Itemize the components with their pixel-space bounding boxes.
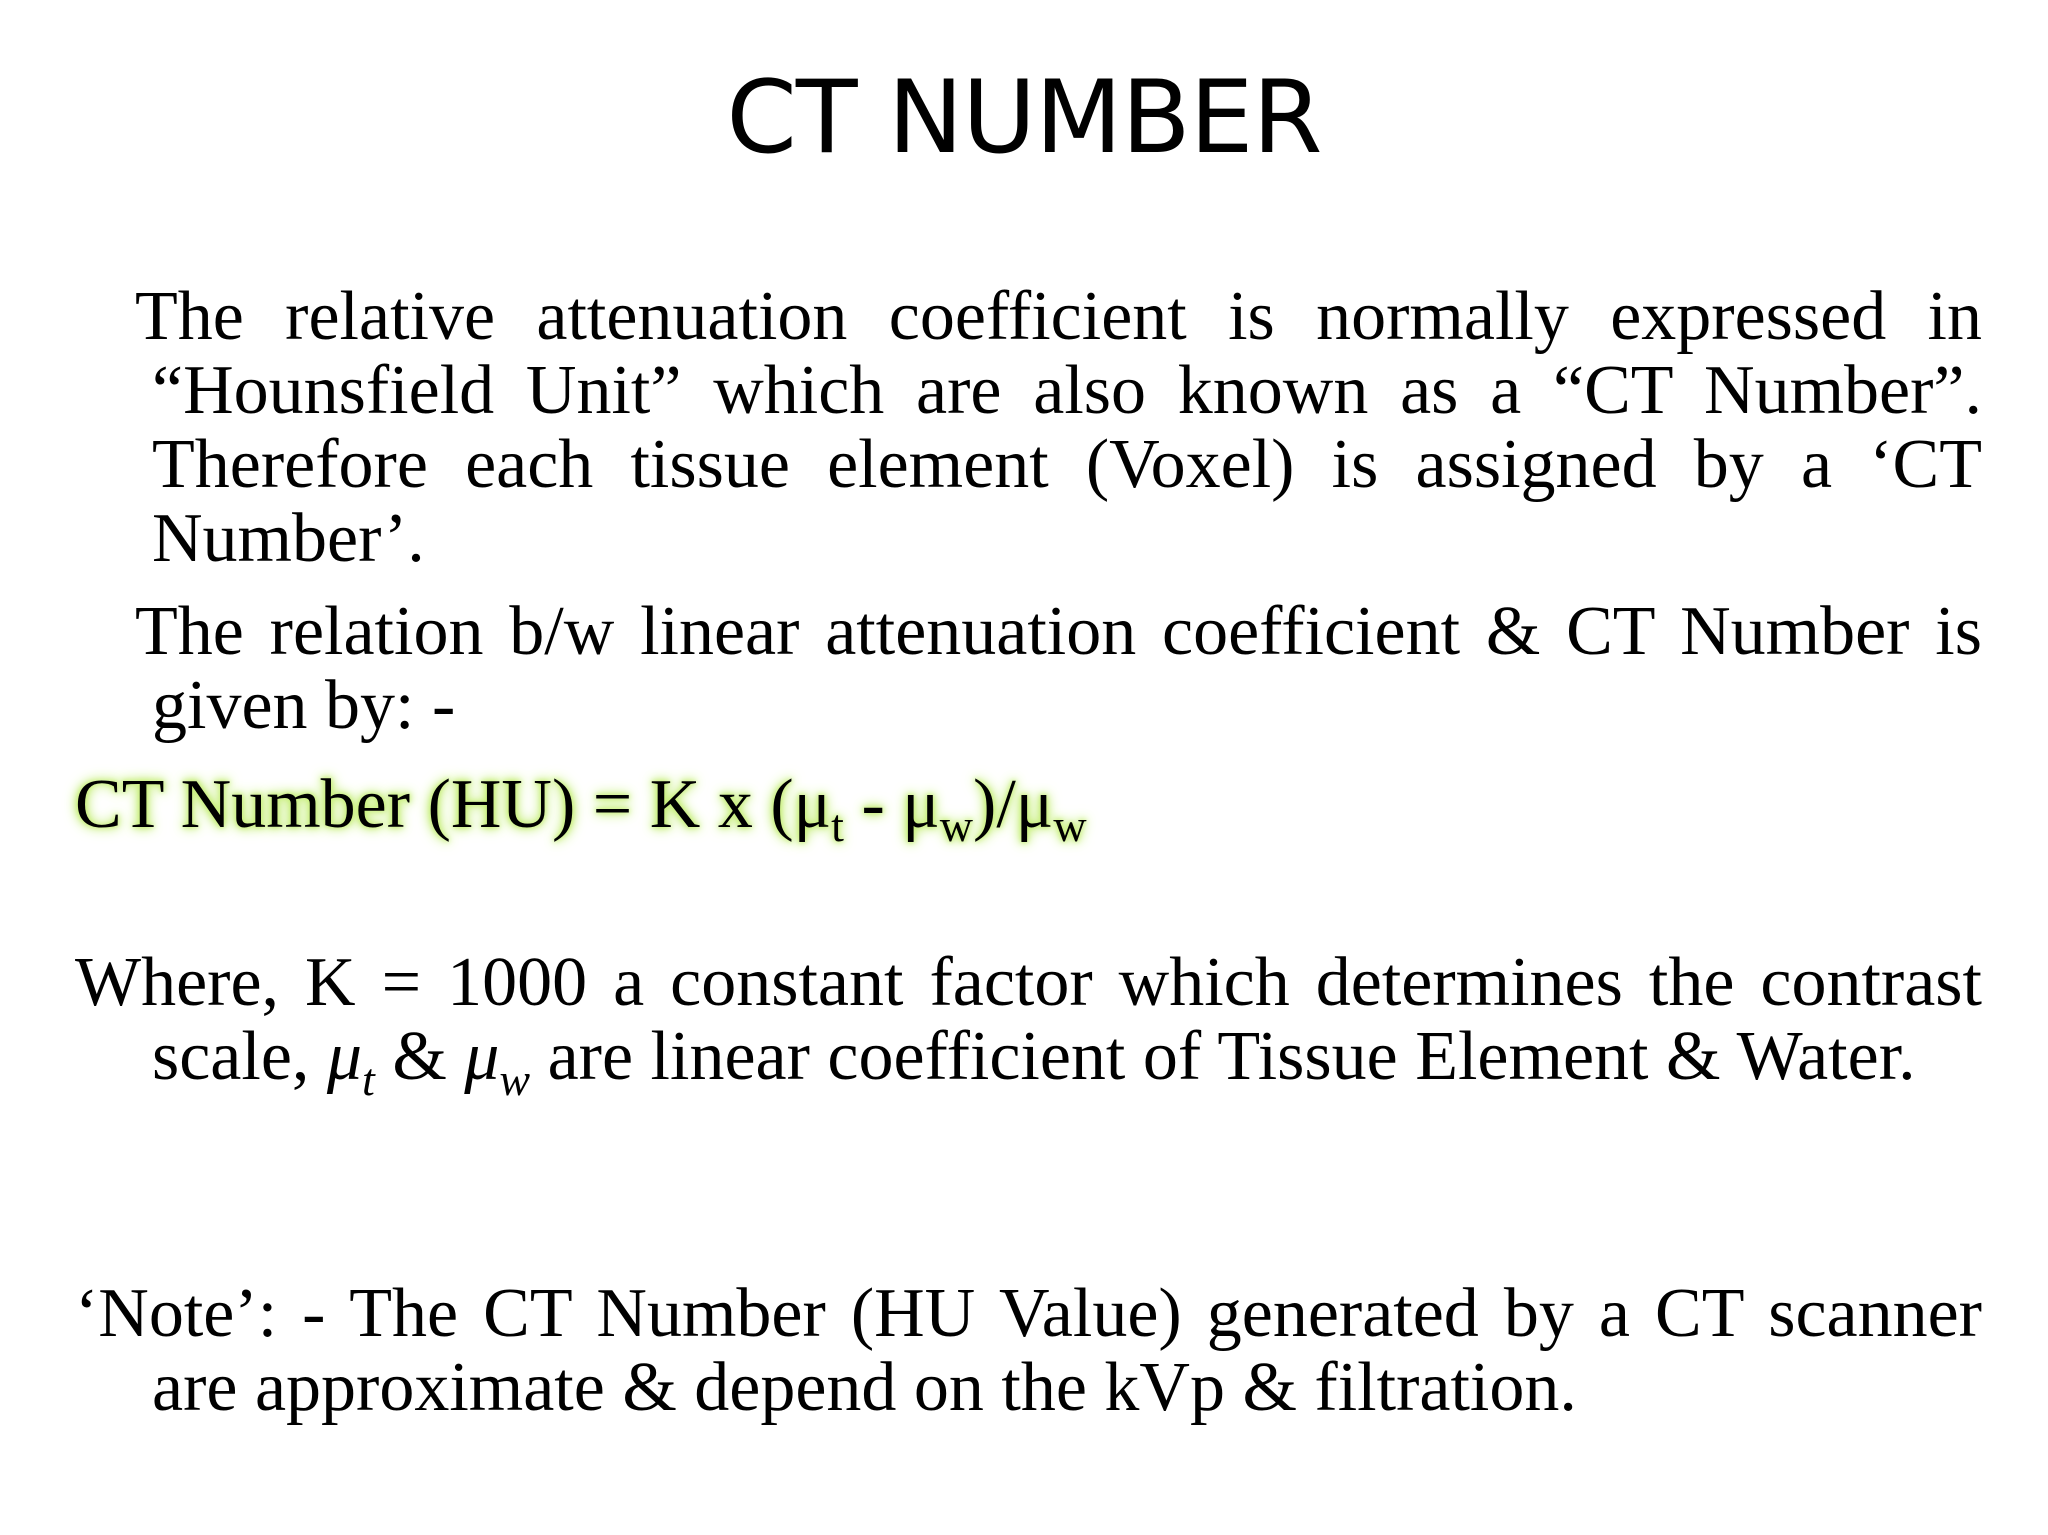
formula-minus: - μ [843,766,940,843]
paragraph-hounsfield-definition: The relative attenuation coefficient is normally expressed in “Hounsfield Unit” which are also known as a “CT Number”. Therefore each tissue element (Voxel) is assigned by a ‘CT Number’. [135,278,1982,577]
ct-number-formula [75,766,1087,851]
formula-subscript-t: t [831,800,844,851]
where-lead-text: Where, K = 1000 a constant factor which determines the contrast scale, [75,944,1982,1095]
paragraph-relation-intro: The relation b/w linear attenuation coefficient & CT Number is given by: - [135,593,1982,744]
paragraph-where-definitions [75,944,1982,1105]
slide-title: CT NUMBER [726,58,1322,176]
paragraph-note: ‘Note’: - The CT Number (HU Value) generated by a CT scanner are approximate & depend on the kVp & filtration. [75,1275,1982,1426]
where-tail-text: are linear coefficient of Tissue Element & Water. [530,1018,1916,1095]
formula-subscript-w-denominator: w [1053,800,1087,851]
formula-lhs: CT Number (HU) = K x (μ [75,766,832,843]
formula-subscript-w: w [939,800,974,851]
ampersand-text: & [374,1018,465,1095]
mu-t-symbol: $\mu_t$ [326,1018,375,1105]
mu-w-symbol: $\mu_w$ [464,1018,531,1105]
formula-divide: )/μ [973,766,1054,843]
